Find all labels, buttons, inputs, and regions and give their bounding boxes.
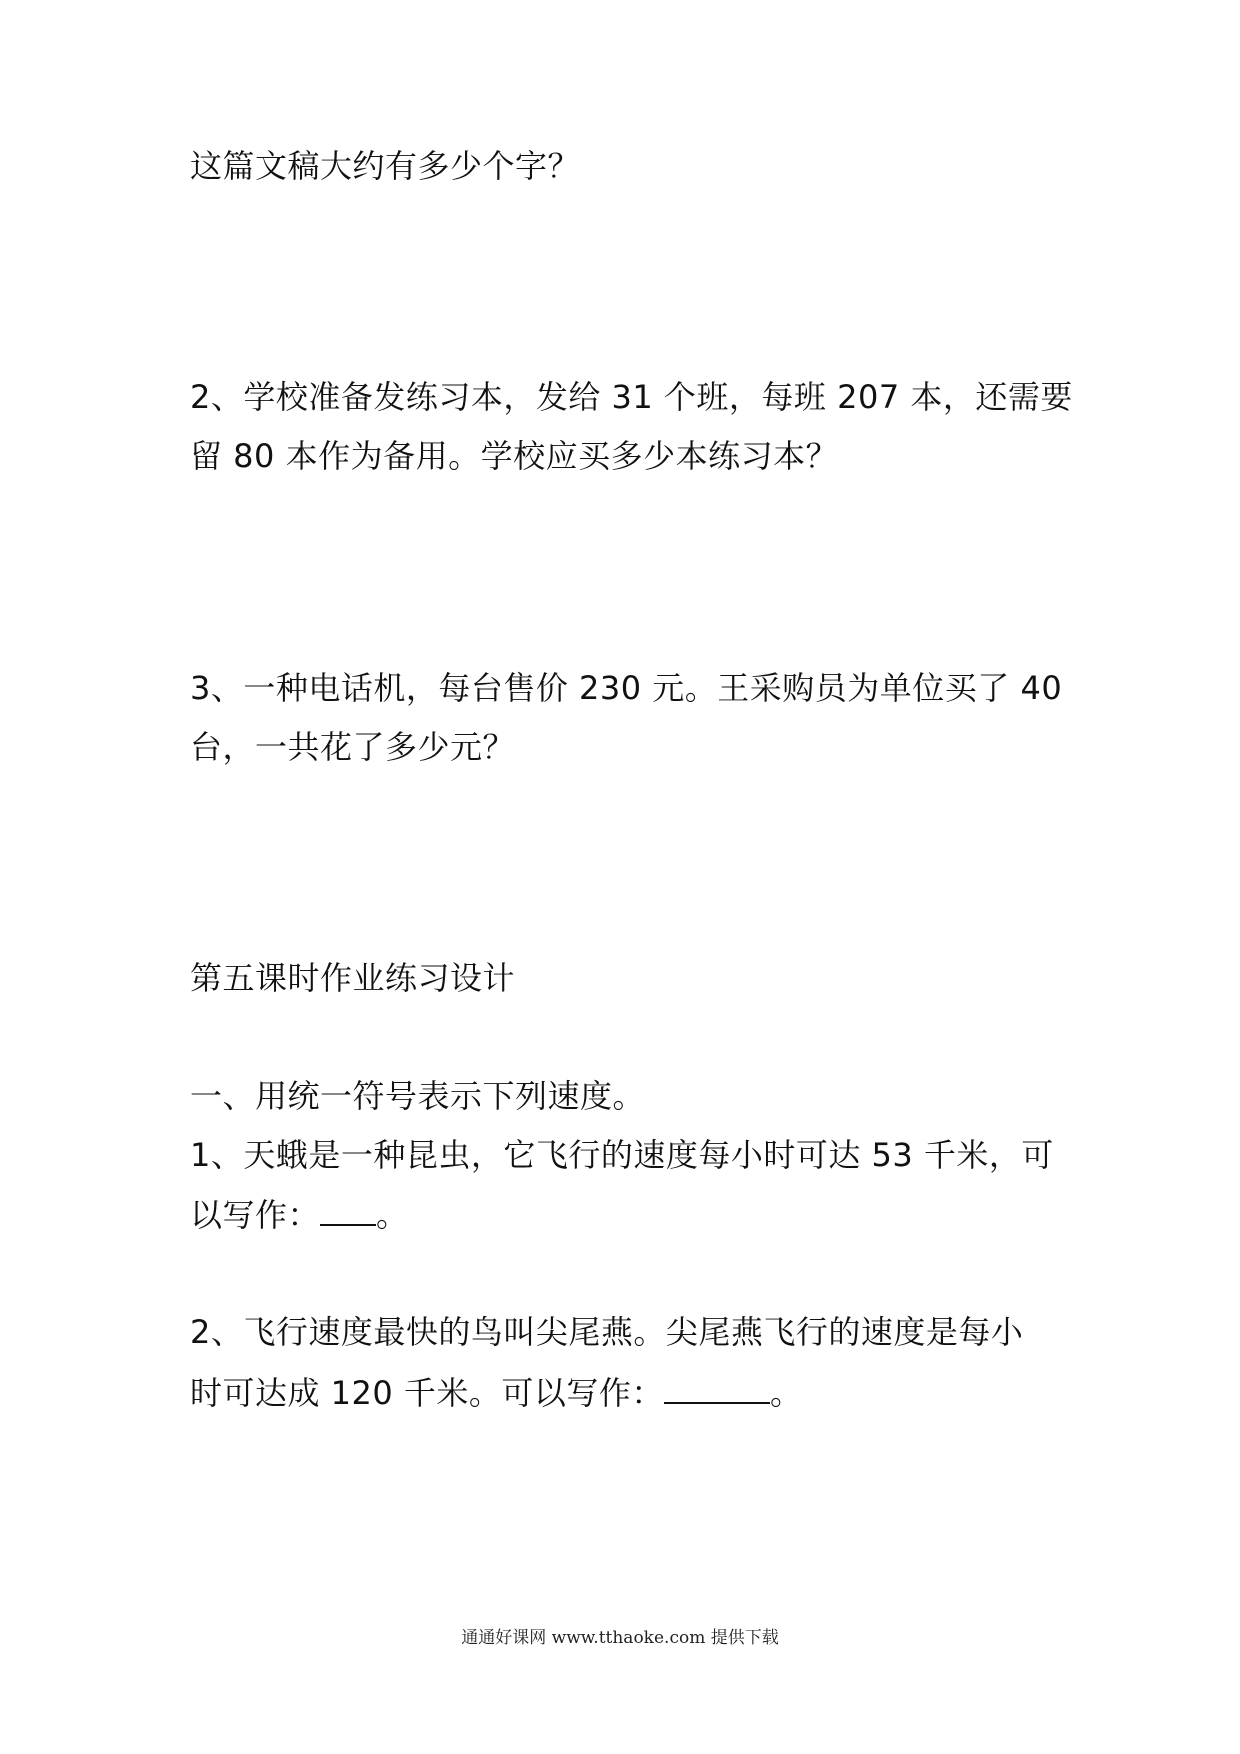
question-2-line-1: 2、学校准备发练习本，发给 31 个班，每班 207 本，还需要 (190, 378, 1073, 416)
item-2-line-1: 2、飞行速度最快的鸟叫尖尾燕。尖尾燕飞行的速度是每小 (190, 1313, 1024, 1351)
item-2-answer-blank[interactable] (664, 1372, 770, 1404)
page-footer: 通通好课网 www.tthaoke.com 提供下载 (461, 1628, 779, 1648)
question-2-line-2: 留 80 本作为备用。学校应买多少本练习本？ (190, 437, 839, 475)
item-2-suffix: 。 (769, 1374, 803, 1412)
section-title: 第五课时作业练习设计 (190, 959, 516, 997)
item-2-line-2 (190, 1372, 802, 1413)
question-3-line-1: 3、一种电话机，每台售价 230 元。王采购员为单位买了 40 (190, 669, 1063, 707)
part-1-heading: 一、用统一符号表示下列速度。 (190, 1077, 646, 1115)
item-1-line-1: 1、天蛾是一种昆虫，它飞行的速度每小时可达 53 千米，可 (190, 1136, 1054, 1174)
item-1-answer-blank[interactable] (320, 1194, 376, 1226)
item-1-line-2 (190, 1194, 409, 1235)
question-3-line-2: 台，一共花了多少元？ (190, 728, 516, 766)
item-1-suffix: 。 (376, 1196, 409, 1234)
item-2-prefix: 时可达成 120 千米。可以写作： (190, 1374, 664, 1412)
item-1-prefix: 以写作： (190, 1196, 321, 1234)
question-1-tail: 这篇文稿大约有多少个字？ (190, 147, 581, 185)
